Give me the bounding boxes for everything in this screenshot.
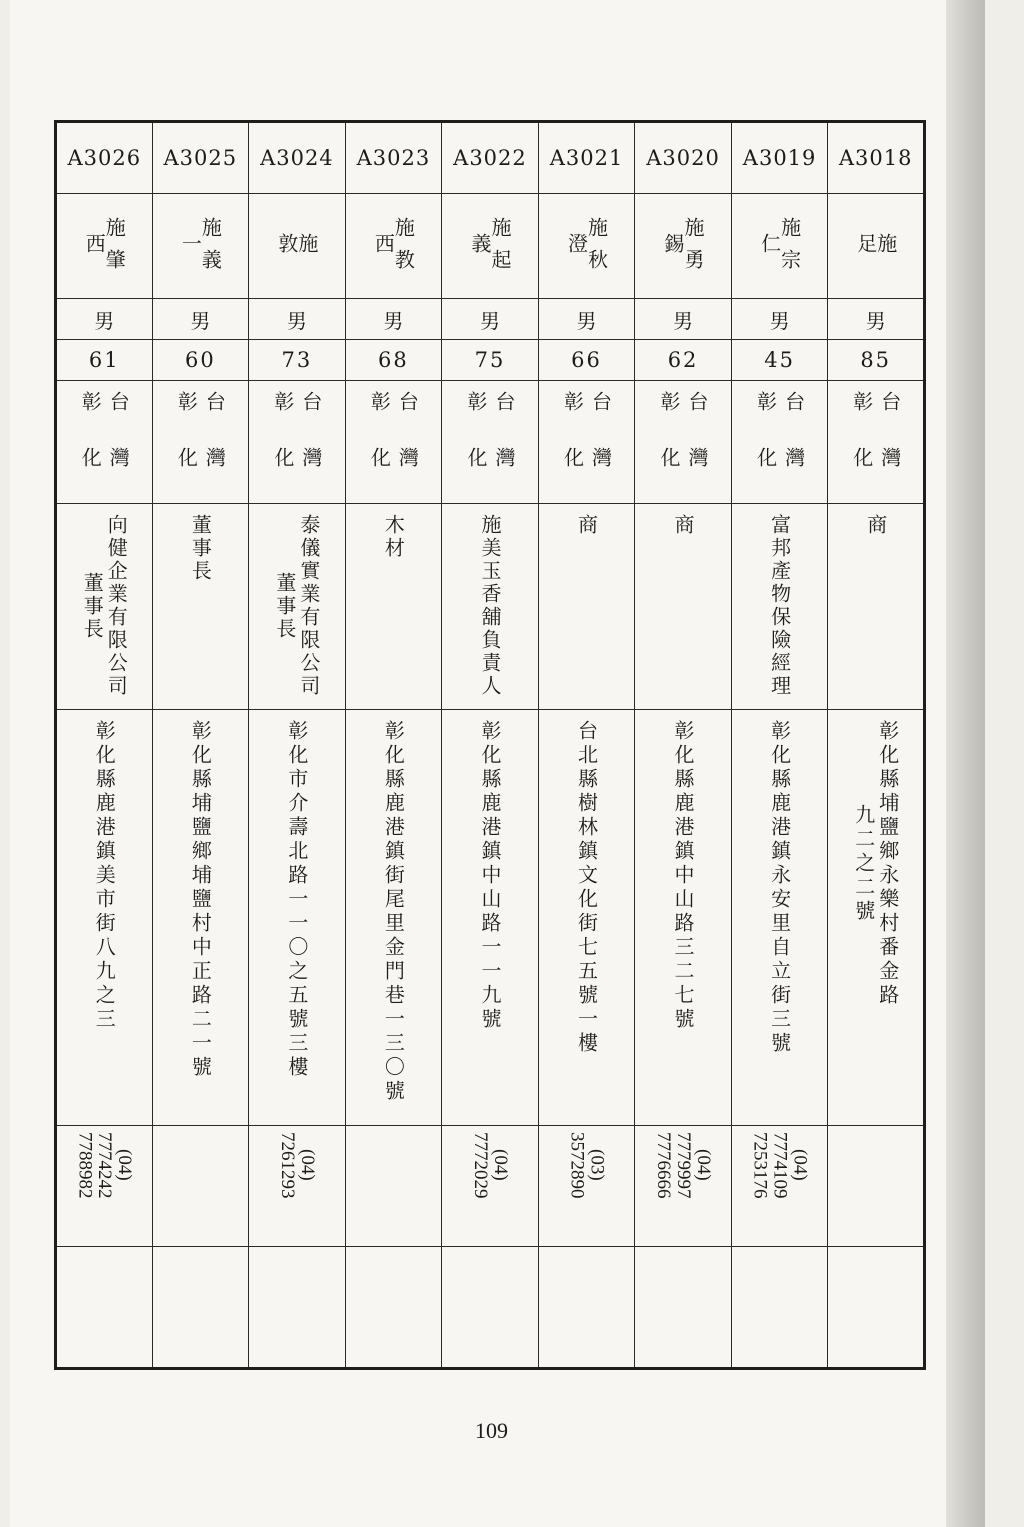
record-origin-cell: [635, 381, 732, 504]
record-age-cell: [249, 340, 346, 381]
record-age-cell: [538, 340, 635, 381]
record-age: 85: [860, 348, 892, 372]
record-age: 62: [667, 348, 699, 372]
record-age: 61: [88, 348, 120, 372]
record-blank-cell: [635, 1247, 732, 1369]
record-age-cell: [152, 340, 249, 381]
record-age-cell: [731, 340, 828, 381]
record-address-cell: [828, 710, 925, 1126]
record-origin-line: 彰化: [78, 391, 103, 503]
record-origin-cell: [152, 381, 249, 504]
record-id: A3023: [356, 146, 431, 170]
record-blank-cell: [538, 1247, 635, 1369]
member-registry-table: [54, 120, 926, 1370]
record-name-cell: [345, 194, 442, 299]
record-name-cell: [56, 194, 153, 299]
address-columns: [828, 710, 923, 1008]
record-blank-cell: [828, 1247, 925, 1369]
record-id: A3026: [67, 146, 142, 170]
occupation-columns: [153, 504, 249, 583]
record-occupation-cell: [538, 504, 635, 710]
phone-columns: [442, 1126, 538, 1199]
record-origin-cell: [56, 381, 153, 504]
record-phone-cell: [635, 1126, 732, 1247]
record-occupation-line: 泰儀實業有限公司: [296, 514, 321, 698]
phone-columns: [539, 1126, 635, 1199]
record-origin-line: 彰化: [657, 391, 682, 503]
record-age-cell: [828, 340, 925, 381]
record-phone-line: (04): [789, 1149, 811, 1182]
record-address-cell: [152, 710, 249, 1126]
record-name: 施起義: [467, 217, 512, 281]
occupation-columns: [249, 504, 345, 698]
record-occupation-line: 董事長: [272, 571, 297, 641]
record-phone-cell: [152, 1126, 249, 1247]
origin-columns: [249, 381, 345, 503]
record-phone-cell: [538, 1126, 635, 1247]
record-sex-cell: [152, 299, 249, 340]
record-id-cell: [731, 122, 828, 194]
occupation-columns: [346, 504, 442, 560]
phone-columns: [635, 1126, 731, 1199]
record-id: A3018: [838, 146, 913, 170]
origin-columns: [346, 381, 442, 503]
record-phone-cell: [731, 1126, 828, 1247]
record-id-cell: [828, 122, 925, 194]
occupation-columns: [442, 504, 538, 698]
record-address-cell: [538, 710, 635, 1126]
record-origin-cell: [442, 381, 539, 504]
name-row: [56, 194, 925, 299]
record-id-cell: [345, 122, 442, 194]
record-age-cell: [442, 340, 539, 381]
record-sex-cell: [56, 299, 153, 340]
record-address-line: 彰化縣鹿港鎮永安里自立街三號: [767, 720, 792, 1056]
phone-columns: [57, 1126, 152, 1199]
record-address-cell: [731, 710, 828, 1126]
address-columns: [732, 710, 828, 1056]
record-sex: 男: [479, 308, 500, 333]
record-blank-cell: [56, 1247, 153, 1369]
record-phone-cell: [345, 1126, 442, 1247]
record-address-cell: [442, 710, 539, 1126]
address-columns: [635, 710, 731, 1032]
record-blank-cell: [442, 1247, 539, 1369]
address-columns: [249, 710, 345, 1080]
record-age: 66: [571, 348, 602, 372]
record-name: 施肇西: [82, 217, 127, 281]
record-origin-cell: [538, 381, 635, 504]
record-phone-cell: [828, 1126, 925, 1247]
record-phone-line: (04): [692, 1149, 714, 1182]
record-age-cell: [345, 340, 442, 381]
record-phone-cell: [249, 1126, 346, 1247]
origin-row: [56, 381, 925, 504]
record-origin-line: 台灣: [395, 391, 420, 503]
phone-columns: [249, 1126, 345, 1199]
record-address-line: 彰化縣鹿港鎮美市街八九之三: [92, 720, 117, 1032]
record-origin-line: 台灣: [106, 391, 131, 503]
record-id-cell: [56, 122, 153, 194]
record-blank-cell: [345, 1247, 442, 1369]
record-origin-cell: [731, 381, 828, 504]
id-row: [56, 122, 925, 194]
record-phone-line: 7772029: [469, 1132, 491, 1199]
record-sex-cell: [345, 299, 442, 340]
age-row: [56, 340, 925, 381]
origin-columns: [57, 381, 152, 503]
record-sex: 男: [383, 308, 404, 333]
record-phone-line: 7774109: [769, 1132, 791, 1199]
record-phone-line: (03): [586, 1149, 608, 1182]
record-origin-line: 台灣: [877, 391, 902, 503]
record-occupation-cell: [249, 504, 346, 710]
address-columns: [539, 710, 635, 1056]
record-name: 施宗仁: [757, 217, 802, 281]
record-origin-cell: [345, 381, 442, 504]
record-phone-line: 7776666: [653, 1132, 675, 1199]
record-blank-cell: [731, 1247, 828, 1369]
record-name: 施教西: [371, 217, 416, 281]
record-blank-cell: [249, 1247, 346, 1369]
record-address-line: 彰化縣鹿港鎮中山路一一九號: [477, 720, 502, 1032]
record-sex: 男: [769, 308, 790, 333]
origin-columns: [732, 381, 828, 503]
record-blank-cell: [152, 1247, 249, 1369]
record-id: A3020: [646, 146, 720, 170]
record-sex-cell: [249, 299, 346, 340]
record-occupation-cell: [731, 504, 828, 710]
record-age: 45: [764, 348, 795, 372]
record-phone-line: 3572890: [566, 1132, 588, 1199]
record-name-cell: [828, 194, 925, 299]
record-address-cell: [635, 710, 732, 1126]
record-id: A3024: [260, 146, 334, 170]
record-phone-line: 7774242: [94, 1132, 116, 1199]
occupation-columns: [57, 504, 152, 698]
record-name-cell: [538, 194, 635, 299]
record-origin-line: 彰化: [270, 391, 295, 503]
record-name-cell: [731, 194, 828, 299]
record-origin-line: 台灣: [685, 391, 710, 503]
record-address-line: 九二之二號: [851, 804, 876, 924]
sex-row: [56, 299, 925, 340]
record-age: 68: [378, 348, 409, 372]
address-columns: [442, 710, 538, 1032]
record-name: 施秋澄: [564, 217, 609, 281]
record-name-cell: [152, 194, 249, 299]
record-origin-cell: [249, 381, 346, 504]
record-sex: 男: [576, 308, 597, 333]
record-sex: 男: [673, 308, 694, 333]
record-id-cell: [442, 122, 539, 194]
record-phone-line: (04): [114, 1149, 136, 1182]
record-id-cell: [152, 122, 249, 194]
record-phone-cell: [56, 1126, 153, 1247]
record-occupation-line: 商: [863, 514, 888, 537]
record-origin-line: 彰化: [560, 391, 585, 503]
record-address-line: 彰化市介壽北路一一〇之五號三樓: [284, 720, 309, 1080]
blank-row: [56, 1247, 925, 1369]
occupation-columns: [635, 504, 731, 537]
record-address-line: 彰化縣埔鹽鄉永樂村番金路: [875, 720, 900, 1008]
record-name: 施 足: [853, 233, 898, 297]
record-occupation-cell: [56, 504, 153, 710]
record-origin-line: 台灣: [202, 391, 227, 503]
record-sex-cell: [635, 299, 732, 340]
record-id: A3021: [549, 146, 624, 170]
phone-row: [56, 1126, 925, 1247]
phone-columns: [346, 1126, 442, 1132]
record-origin-line: 彰化: [174, 391, 199, 503]
record-name: 施 敦: [274, 233, 319, 297]
origin-columns: [828, 381, 923, 503]
record-age: 60: [184, 348, 216, 372]
record-age-cell: [56, 340, 153, 381]
record-name: 施勇錫: [661, 217, 706, 281]
record-occupation-cell: [345, 504, 442, 710]
origin-columns: [635, 381, 731, 503]
record-name: 施義一: [178, 217, 223, 281]
phone-columns: [153, 1126, 249, 1132]
record-phone-line: 7788982: [74, 1132, 96, 1199]
record-id: A3022: [453, 146, 527, 170]
record-origin-cell: [828, 381, 925, 504]
phone-columns: [828, 1126, 923, 1132]
record-sex-cell: [731, 299, 828, 340]
occupation-columns: [539, 504, 635, 537]
record-phone-line: 7779997: [673, 1132, 695, 1199]
record-occupation-line: 向健企業有限公司: [104, 514, 129, 698]
record-occupation-line: 董事長: [80, 571, 105, 641]
record-id: A3019: [742, 146, 817, 170]
record-phone-line: 7253176: [749, 1132, 771, 1199]
record-address-line: 彰化縣鹿港鎮街尾里金門巷一三〇號: [381, 720, 406, 1104]
record-id-cell: [249, 122, 346, 194]
page-number: 109: [475, 1418, 508, 1443]
occupation-columns: [828, 504, 923, 537]
record-sex: 男: [190, 308, 211, 333]
record-address-line: 彰化縣埔鹽鄉埔鹽村中正路二一號: [188, 720, 213, 1080]
record-address-cell: [249, 710, 346, 1126]
record-occupation-cell: [635, 504, 732, 710]
record-sex: 男: [286, 308, 307, 333]
record-occupation-line: 商: [574, 514, 599, 537]
record-occupation-line: 商: [671, 514, 696, 537]
record-age-cell: [635, 340, 732, 381]
occupation-row: [56, 504, 925, 710]
record-origin-line: 彰化: [367, 391, 392, 503]
record-id-cell: [538, 122, 635, 194]
record-age: 75: [474, 348, 506, 372]
origin-columns: [153, 381, 249, 503]
occupation-columns: [732, 504, 828, 698]
record-origin-line: 台灣: [491, 391, 516, 503]
record-origin-line: 彰化: [463, 391, 488, 503]
record-occupation-line: 木材: [381, 514, 406, 560]
record-origin-line: 台灣: [588, 391, 613, 503]
record-address-line: 台北縣樹林鎮文化街七五號一樓: [574, 720, 599, 1056]
record-sex-cell: [442, 299, 539, 340]
record-occupation-line: 富邦產物保險經理: [767, 514, 792, 698]
address-columns: [346, 710, 442, 1104]
record-phone-cell: [442, 1126, 539, 1247]
record-address-line: 彰化縣鹿港鎮中山路三二七號: [671, 720, 696, 1032]
record-sex-cell: [538, 299, 635, 340]
record-sex: 男: [94, 308, 115, 333]
record-name-cell: [635, 194, 732, 299]
book-spine: [946, 0, 985, 1527]
phone-columns: [732, 1126, 828, 1199]
record-address-cell: [56, 710, 153, 1126]
record-sex-cell: [828, 299, 925, 340]
record-phone-line: 7261293: [276, 1132, 298, 1199]
record-phone-line: (04): [489, 1149, 511, 1182]
record-id-cell: [635, 122, 732, 194]
record-origin-line: 台灣: [298, 391, 323, 503]
record-id: A3025: [163, 146, 238, 170]
record-origin-line: 台灣: [781, 391, 806, 503]
record-occupation-line: 施美玉香舖負責人: [477, 514, 502, 698]
record-origin-line: 彰化: [753, 391, 778, 503]
record-sex: 男: [865, 308, 886, 333]
address-columns: [153, 710, 249, 1080]
record-occupation-cell: [442, 504, 539, 710]
record-phone-line: (04): [296, 1149, 318, 1182]
origin-columns: [539, 381, 635, 503]
record-name-cell: [249, 194, 346, 299]
record-occupation-line: 董事長: [188, 514, 213, 583]
record-name-cell: [442, 194, 539, 299]
origin-columns: [442, 381, 538, 503]
record-address-cell: [345, 710, 442, 1126]
record-age: 73: [281, 348, 313, 372]
record-occupation-cell: [152, 504, 249, 710]
address-row: [56, 710, 925, 1126]
record-occupation-cell: [828, 504, 925, 710]
record-origin-line: 彰化: [849, 391, 874, 503]
address-columns: [57, 710, 152, 1032]
